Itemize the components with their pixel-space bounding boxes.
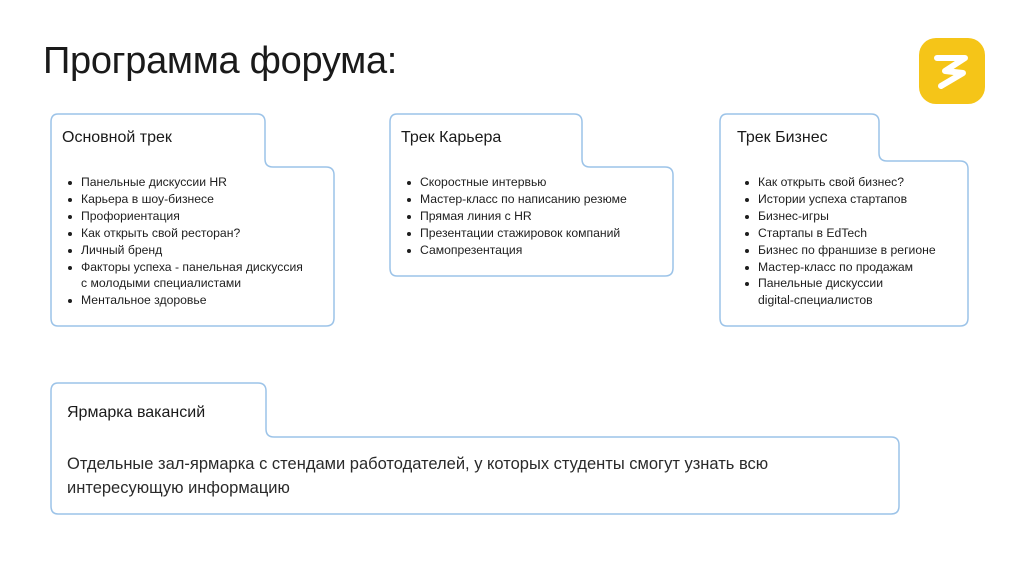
list-item: Профориентация bbox=[65, 208, 303, 225]
list-item: Факторы успеха - панельная дискуссия с молодыми специалистами bbox=[65, 259, 303, 293]
brand-logo-icon bbox=[919, 38, 985, 104]
job-fair-card bbox=[50, 382, 900, 515]
job-fair-description: Отдельные зал-ярмарка с стендами работодателей, у которых студенты смогут узнать всю интересующую информацию bbox=[67, 455, 769, 497]
list-item: Презентации стажировок компаний bbox=[404, 225, 627, 242]
track-title: Трек Карьера bbox=[401, 129, 502, 146]
job-fair-title: Ярмарка вакансий bbox=[67, 404, 206, 421]
list-item: Мастер-класс по продажам bbox=[742, 259, 936, 276]
list-item: Скоростные интервью bbox=[404, 174, 627, 191]
track-item-list bbox=[404, 174, 627, 259]
list-item: Панельные дискуссии digital-специалистов bbox=[742, 275, 936, 309]
track-card-main bbox=[50, 113, 335, 327]
list-item: Самопрезентация bbox=[404, 242, 627, 259]
list-item: Карьера в шоу-бизнесе bbox=[65, 191, 303, 208]
track-item-list bbox=[65, 174, 303, 309]
track-card-business bbox=[719, 113, 969, 327]
list-item: Личный бренд bbox=[65, 242, 303, 259]
list-item: Прямая линия с HR bbox=[404, 208, 627, 225]
list-item: Бизнес-игры bbox=[742, 208, 936, 225]
list-item: Истории успеха стартапов bbox=[742, 191, 936, 208]
list-item: Ментальное здоровье bbox=[65, 292, 303, 309]
list-item: Как открыть свой бизнес? bbox=[742, 174, 936, 191]
track-card-career bbox=[389, 113, 674, 277]
list-item: Панельные дискуссии HR bbox=[65, 174, 303, 191]
track-title: Трек Бизнес bbox=[737, 129, 828, 146]
track-item-list bbox=[742, 174, 936, 309]
track-title: Основной трек bbox=[62, 129, 172, 146]
list-item: Мастер-класс по написанию резюме bbox=[404, 191, 627, 208]
page-title: Программа форума: bbox=[43, 40, 398, 82]
list-item: Стартапы в EdTech bbox=[742, 225, 936, 242]
list-item: Как открыть свой ресторан? bbox=[65, 225, 303, 242]
list-item: Бизнес по франшизе в регионе bbox=[742, 242, 936, 259]
